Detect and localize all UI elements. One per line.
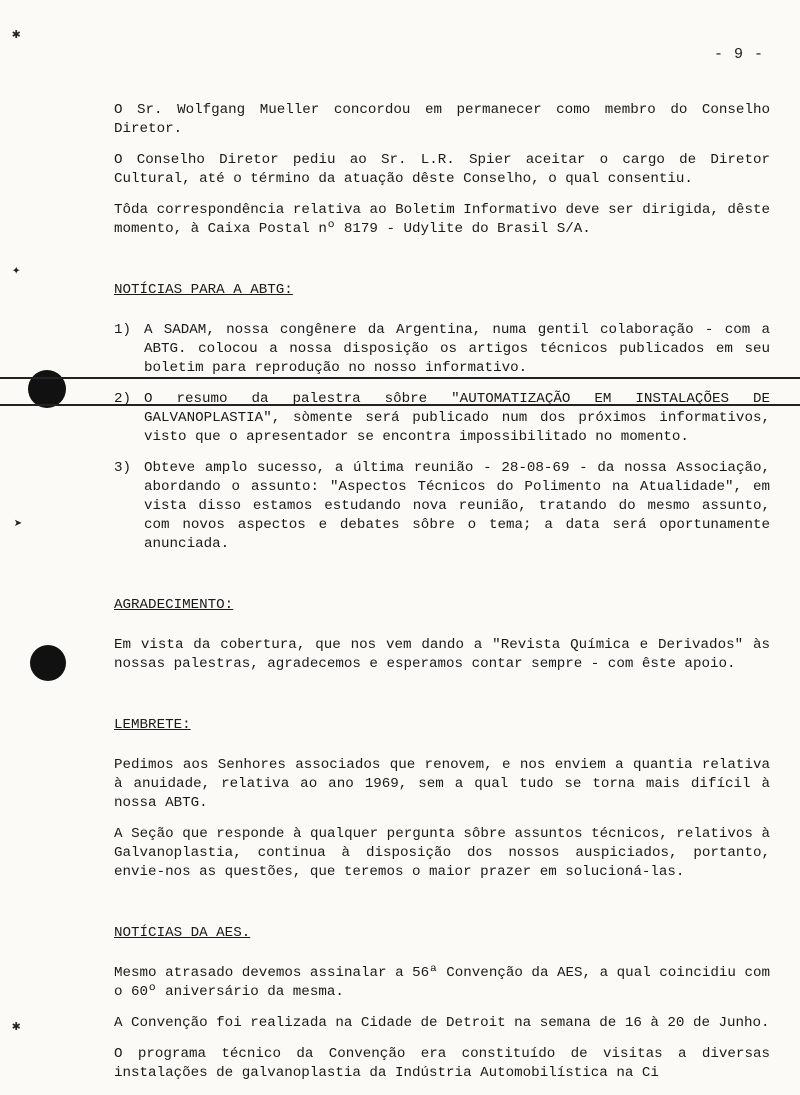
hole-punch-mark: [30, 645, 66, 681]
paragraph: Mesmo atrasado devemos assinalar a 56ª Convenção da AES, a qual coincidiu com o 60º aniversário da mesma.: [114, 965, 770, 1000]
paragraph: Pedimos aos Senhores associados que renovem, e nos enviem a quantia relativa à anuidade, relativa ao ano 1969, sem a qual tudo se torna mais difícil à nossa ABTG.: [114, 757, 770, 811]
margin-mark: ✱: [12, 1019, 21, 1035]
paragraph: O programa técnico da Convenção era constituído de visitas a diversas instalações de galvanoplastia da Indústria Automobilística na Ci: [114, 1046, 770, 1081]
list-number: 3): [114, 460, 132, 476]
list-item: [114, 321, 770, 378]
paragraph: A Convenção foi realizada na Cidade de Detroit na semana de 16 à 20 de Junho.: [114, 1015, 770, 1031]
page-number: - 9 -: [714, 46, 765, 63]
list-number: 1): [114, 322, 132, 338]
list-text: A SADAM, nossa congênere da Argentina, numa gentil colaboração - com a ABTG. colocou a nossa disposição os artigos técnicos publicados em seu boletim para reprodução no nosso informativo.: [144, 322, 770, 376]
section-heading: NOTÍCIAS DA AES.: [114, 925, 251, 941]
document-body: [114, 101, 770, 1095]
section-heading: AGRADECIMENTO:: [114, 597, 234, 613]
margin-mark: ✦: [12, 263, 21, 279]
list-item: [114, 390, 770, 447]
paragraph: Tôda correspondência relativa ao Boletim Informativo deve ser dirigida, dêste momento, à Caixa Postal nº 8179 - Udylite do Brasil S/A.: [114, 202, 770, 237]
list-text: O resumo da palestra sôbre "AUTOMATIZAÇÃO EM INSTALAÇÕES DE GALVANOPLASTIA", sòmente será publicado num dos próximos informativos, visto que o apresentador se encontra impossibilitado no momento.: [144, 391, 770, 445]
paragraph: O Sr. Wolfgang Mueller concordou em permanecer como membro do Conselho Diretor.: [114, 102, 770, 137]
paragraph: A Seção que responde à qualquer pergunta sôbre assuntos técnicos, relativos à Galvanoplastia, continua à disposição dos nossos auspiciados, portanto, envie-nos as questões, que teremos o maior prazer em solucioná-las.: [114, 826, 770, 880]
margin-mark: ✱: [12, 27, 21, 43]
list-item: [114, 459, 770, 554]
list-number: 2): [114, 391, 132, 407]
paragraph: O Conselho Diretor pediu ao Sr. L.R. Spier aceitar o cargo de Diretor Cultural, até o término da atuação dêste Conselho, o qual consentiu.: [114, 152, 770, 187]
section-heading: LEMBRETE:: [114, 717, 191, 733]
paragraph: Em vista da cobertura, que nos vem dando a "Revista Química e Derivados" às nossas palestras, agradecemos e esperamos contar sempre - com êste apoio.: [114, 637, 770, 672]
margin-mark: ➤: [14, 517, 23, 533]
hole-punch-mark: [28, 370, 66, 408]
section-heading: NOTÍCIAS PARA A ABTG:: [114, 282, 293, 298]
list-text: Obteve amplo sucesso, a última reunião - 28-08-69 - da nossa Associação, abordando o assunto: "Aspectos Técnicos do Polimento na Atualidade", em vista disso estamos estudando nova reunião, tratando do mesmo assunto, com novos aspectos e debates sôbre o tema; a data será oportunamente anunciada.: [144, 460, 770, 552]
